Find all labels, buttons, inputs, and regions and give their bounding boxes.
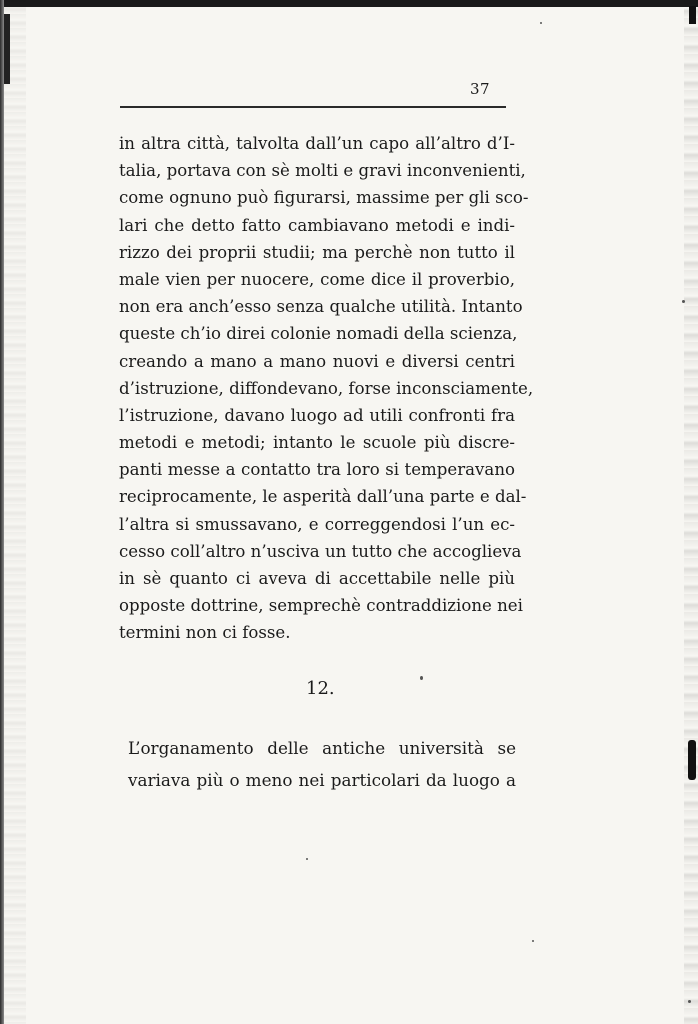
ink-speck (420, 676, 423, 680)
ink-speck (306, 858, 308, 860)
text-line: in sè quanto ci aveva di accettabile nelle più (119, 569, 515, 588)
binding-mark (4, 14, 10, 84)
edge-mark-middle (688, 740, 696, 780)
ink-speck (532, 940, 534, 942)
binding-shadow (4, 0, 26, 1024)
text-line: creando a mano a mano nuovi e diversi centri (119, 351, 515, 371)
text-line: cesso coll’altro n’usciva un tutto che accoglieva (119, 541, 522, 561)
text-line: male vien per nuocere, come dice il proverbio, (119, 269, 515, 289)
text-line: in altra città, talvolta dall’un capo all’altro d’I- (119, 134, 515, 153)
ink-speck (688, 1000, 691, 1003)
text-line: opposte dottrine, semprechè contraddizione nei (119, 596, 523, 616)
page-number: 37 (470, 80, 491, 98)
text-line: termini non ci fosse. (119, 623, 291, 643)
paragraph-1 (119, 130, 534, 647)
paragraph-2 (128, 732, 516, 796)
page-top-edge (0, 0, 698, 7)
page-right-edge (684, 0, 698, 1024)
text-line: rizzo dei proprii studii; ma perchè non tutto il (119, 242, 515, 262)
ink-speck (682, 300, 685, 303)
text-line: lari che detto fatto cambiavano metodi e indi- (119, 215, 515, 235)
ink-speck (540, 22, 542, 24)
text-line: talia, portava con sè molti e gravi inconvenienti, (119, 161, 526, 181)
section-number: 12. (306, 678, 335, 699)
text-line: queste ch’io direi colonie nomadi della scienza, (119, 324, 518, 344)
text-line: reciprocamente, le asperità dall’una parte e dal- (119, 487, 527, 507)
text-line: metodi e metodi; intanto le scuole più discre- (119, 433, 515, 453)
text-line: come ognuno può figurarsi, massime per gli sco- (119, 188, 529, 208)
edge-mark-top (689, 6, 696, 24)
text-line: variava più o meno nei particolari da luogo a (128, 770, 516, 790)
header-rule (120, 106, 506, 108)
text-line: L’organamento delle antiche università se (128, 738, 516, 758)
text-line: non era anch’esso senza qualche utilità. Intanto (119, 297, 523, 317)
text-line: l’istruzione, davano luogo ad utili confronti fra (119, 405, 515, 425)
text-line: l’altra si smussavano, e correggendosi l’un ec- (119, 514, 515, 534)
text-line: panti messe a contatto tra loro si temperavano (119, 460, 515, 480)
text-line: d’istruzione, diffondevano, forse inconsciamente, (119, 378, 534, 398)
